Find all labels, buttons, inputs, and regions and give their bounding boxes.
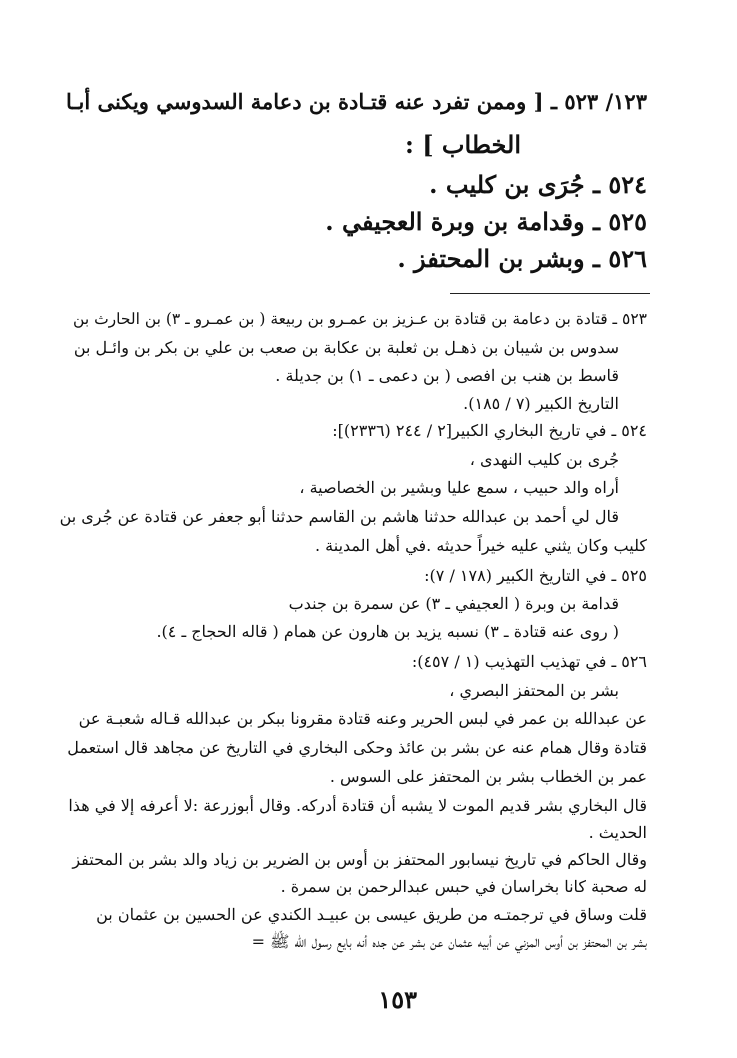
footnote-526-line-11: بشر بن المحتفز بن أوس المزني عن أبيه عثمان عن بشر عن جده أنه بايع رسول الله ﷺ = (251, 932, 647, 951)
footnote-525-line-1: ٥٢٥ ـ في التاريخ الكبير (١٧٨ / ٧): (424, 566, 647, 585)
footnote-526-line-3: عن عبدالله بن عمر في لبس الحرير وعنه قتادة مقرونا ببكر بن عبدالله قـاله شعبـة عن (78, 709, 647, 728)
footnote-523-line-1: ٥٢٣ ـ قتادة بن دعامة بن قتادة بن عـزيز بن عمـرو بن ربيعة ( بن عمـرو ـ ٣) بن الحارث بن (73, 310, 647, 328)
footnote-525-line-3: ( روى عنه قتادة ـ ٣) نسبه يزيد بن هارون عن همام ( قاله الحجاج ـ ٤). (156, 622, 619, 641)
footnote-524-line-5: كليب وكان يثني عليه خيراً حديثه .في أهل المدينة . (314, 536, 647, 555)
footnote-524-line-2: جُرى بن كليب النهدى ، (469, 450, 619, 469)
footnote-523-line-3: قاسط بن هنب بن افصى ( بن دعمى ـ ١) بن جديلة . (275, 366, 619, 385)
footnote-526-line-1: ٥٢٦ ـ في تهذيب التهذيب (١ / ٤٥٧): (411, 652, 647, 671)
main-line-3: ٥٢٤ ـ جُرَى بن كليب . (429, 170, 647, 199)
footnote-524-line-3: أراه والد حبيب ، سمع عليا وبشير بن الخصاصية ، (299, 478, 619, 497)
footnote-separator (450, 293, 650, 294)
main-line-2: الخطاب ] : (405, 130, 521, 159)
footnote-526-line-8: وقال الحاكم في تاريخ نيسابور المحتفز بن أوس بن الضرير بن زياد والد بشر بن المحتفز (72, 850, 647, 869)
page-number: ١٥٣ (378, 985, 417, 1014)
footnote-525-line-2: قدامة بن وبرة ( العجيفي ـ ٣) عن سمرة بن جندب (288, 594, 619, 613)
footnote-526-line-2: بشر بن المحتفز البصري ، (449, 681, 619, 700)
main-line-4: ٥٢٥ ـ وقدامة بن وبرة العجيفي . (325, 207, 647, 236)
footnote-526-line-4: قتادة وقال همام عنه عن بشر بن عائذ وحكى البخاري في التاريخ عن مجاهد قال استعمل (67, 738, 647, 757)
footnote-526-line-5: عمر بن الخطاب بشر بن المحتفز على السوس . (329, 767, 647, 786)
main-line-1: ١٢٣/ ٥٢٣ ـ [ وممن تفرد عنه قتـادة بن دعامة السدوسي ويكنى أبـا (65, 89, 647, 114)
footnote-523-line-4: التاريخ الكبير (٧ / ١٨٥). (463, 394, 619, 413)
footnote-526-line-10: قلت وساق في ترجمتـه من طريق عيسى بن عبيـد الكندي عن الحسين بن عثمان بن (96, 905, 647, 924)
footnote-523-line-2: سدوس بن شيبان بن ذهـل بن ثعلبة بن عكابة بن صعب بن علي بن بكر بن وائـل بن (73, 338, 619, 357)
footnote-524-line-1: ٥٢٤ ـ في تاريخ البخاري الكبير[٢ / ٢٤٤ (٢٣٣٦)]: (332, 421, 647, 440)
footnote-526-line-9: له صحبة كانا بخراسان في حبس عبدالرحمن بن سمرة . (280, 877, 647, 896)
footnote-526-line-6: قال البخاري بشر قديم الموت لا يشبه أن قتادة أدركه. وقال أبوزرعة :لا أعرفه إلا في هذا (68, 796, 647, 815)
footnote-524-line-4: قال لي أحمد بن عبدالله حدثنا هاشم بن القاسم حدثنا أبو جعفر عن قتادة عن جُرى بن (59, 507, 619, 526)
main-line-5: ٥٢٦ ـ وبشر بن المحتفز . (397, 244, 647, 273)
footnote-526-line-7: الحديث . (588, 823, 647, 842)
